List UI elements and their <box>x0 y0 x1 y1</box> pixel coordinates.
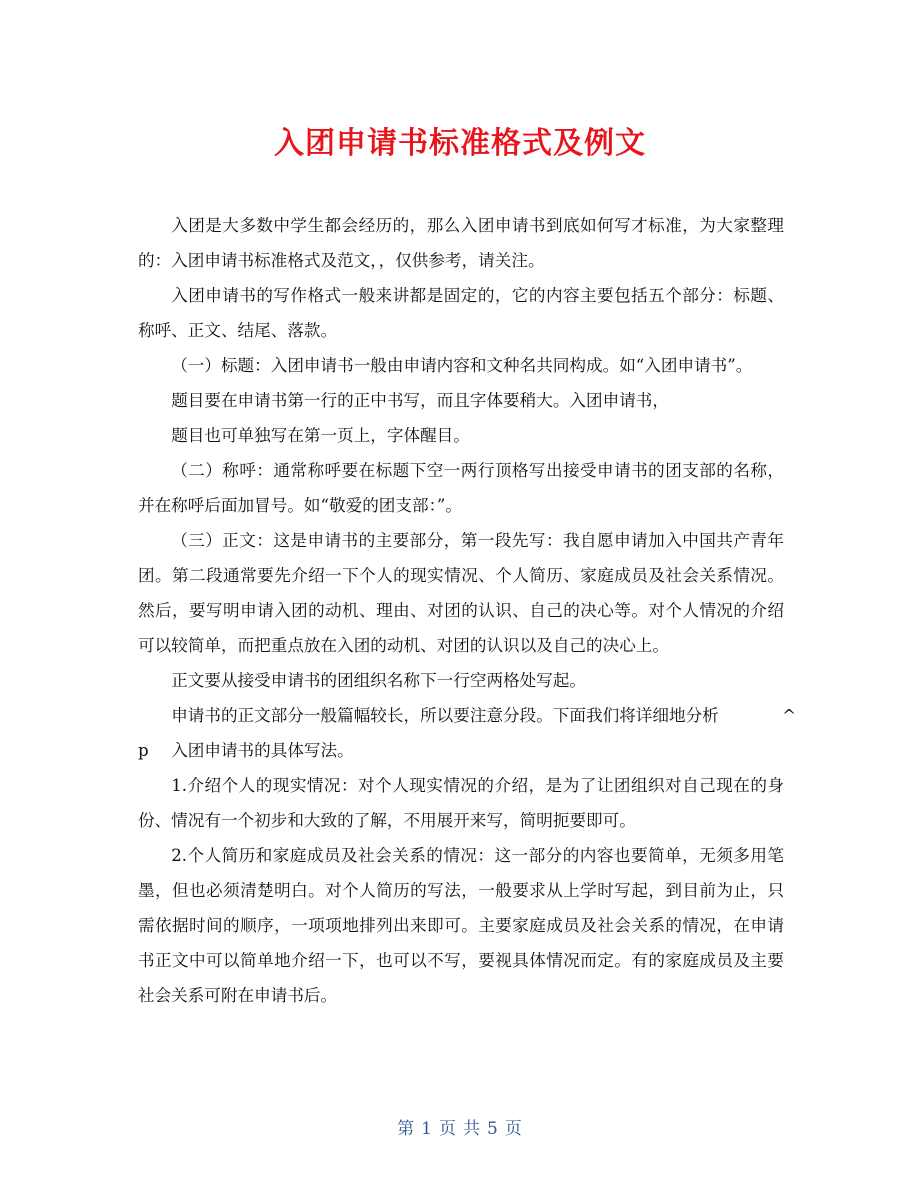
paragraph-title-alt: 题目也可单独写在第一页上，字体醒目。 <box>171 426 470 445</box>
paragraph-body-start: 正文要从接受申请书的团组织名称下一行空两格处写起。 <box>171 671 587 690</box>
page-footer <box>0 1114 920 1139</box>
paragraph-section-title: （一）标题：入团申请书一般由申请内容和文种名共同构成。如“入团申请书”。 <box>171 356 753 375</box>
footer-ye: 页 <box>439 1119 457 1139</box>
stray-caret-mark: ^ <box>782 706 796 725</box>
paragraph-point-2: 2.个人简历和家庭成员及社会关系的情况：这一部分的内容也要简单，无须多用笔墨，但也必须清楚明白。对个人简历的写法，一般要求从上学时写起，到目前为止，只需依据时间的顺序，一项项地排列出来即可。主要家庭成员及社会关系的情况，在申请书正文中可以简单地介绍一下，也可以不写，要视具体情况而定。有的家庭成员及主要社会关系可附在申请书后。 <box>138 846 784 1005</box>
document-body <box>138 208 796 1013</box>
paragraph-body-length-text: 申请书的正文部分一般篇幅较长，所以要注意分段。下面我们将详细地分析 <box>171 706 719 725</box>
paragraph-intro: 入团是大多数中学生都会经历的，那么入团申请书到底如何写才标准，为大家整理的：入团申请书标准格式及范文，，仅供参考，请关注。 <box>138 216 784 270</box>
footer-page-number: 1 <box>421 1119 433 1139</box>
footer-gong: 共 <box>463 1119 481 1139</box>
paragraph-body-length <box>138 698 796 733</box>
paragraph-section-body: （三）正文：这是申请书的主要部分，第一段先写：我自愿申请加入中国共产青年团。第二段通常要先介绍一下个人的现实情况、个人简历、家庭成员及社会关系情况。然后，要写明申请入团的动机、理由、对团的认识、自己的决心等。对个人情况的介绍可以较简单，而把重点放在入团的动机、对团的认识以及自己的决心上。 <box>138 531 784 655</box>
footer-di: 第 <box>397 1119 416 1139</box>
footer-ye-end: 页 <box>504 1119 523 1139</box>
footer-total-pages: 5 <box>487 1119 499 1139</box>
paragraph-section-salutation: （二）称呼：通常称呼要在标题下空一两行顶格写出接受申请书的团支部的名称，并在称呼后面加冒号。如“敬爱的团支部：”。 <box>138 461 784 515</box>
paragraph-writing-method <box>138 733 784 768</box>
paragraph-point-1: 1.介绍个人的现实情况：对个人现实情况的介绍，是为了让团组织对自己现在的身份、情况有一个初步和大致的了解，不用展开来写，简明扼要即可。 <box>138 776 784 830</box>
paragraph-writing-method-text: 入团申请书的具体写法。 <box>171 741 354 760</box>
stray-p-mark: p <box>138 741 149 760</box>
paragraph-format-overview: 入团申请书的写作格式一般来讲都是固定的，它的内容主要包括五个部分：标题、称呼、正文、结尾、落款。 <box>138 286 784 340</box>
document-title: 入团申请书标准格式及例文 <box>274 126 646 161</box>
paragraph-title-position: 题目要在申请书第一行的正中书写，而且字体要稍大。入团申请书， <box>171 391 669 410</box>
